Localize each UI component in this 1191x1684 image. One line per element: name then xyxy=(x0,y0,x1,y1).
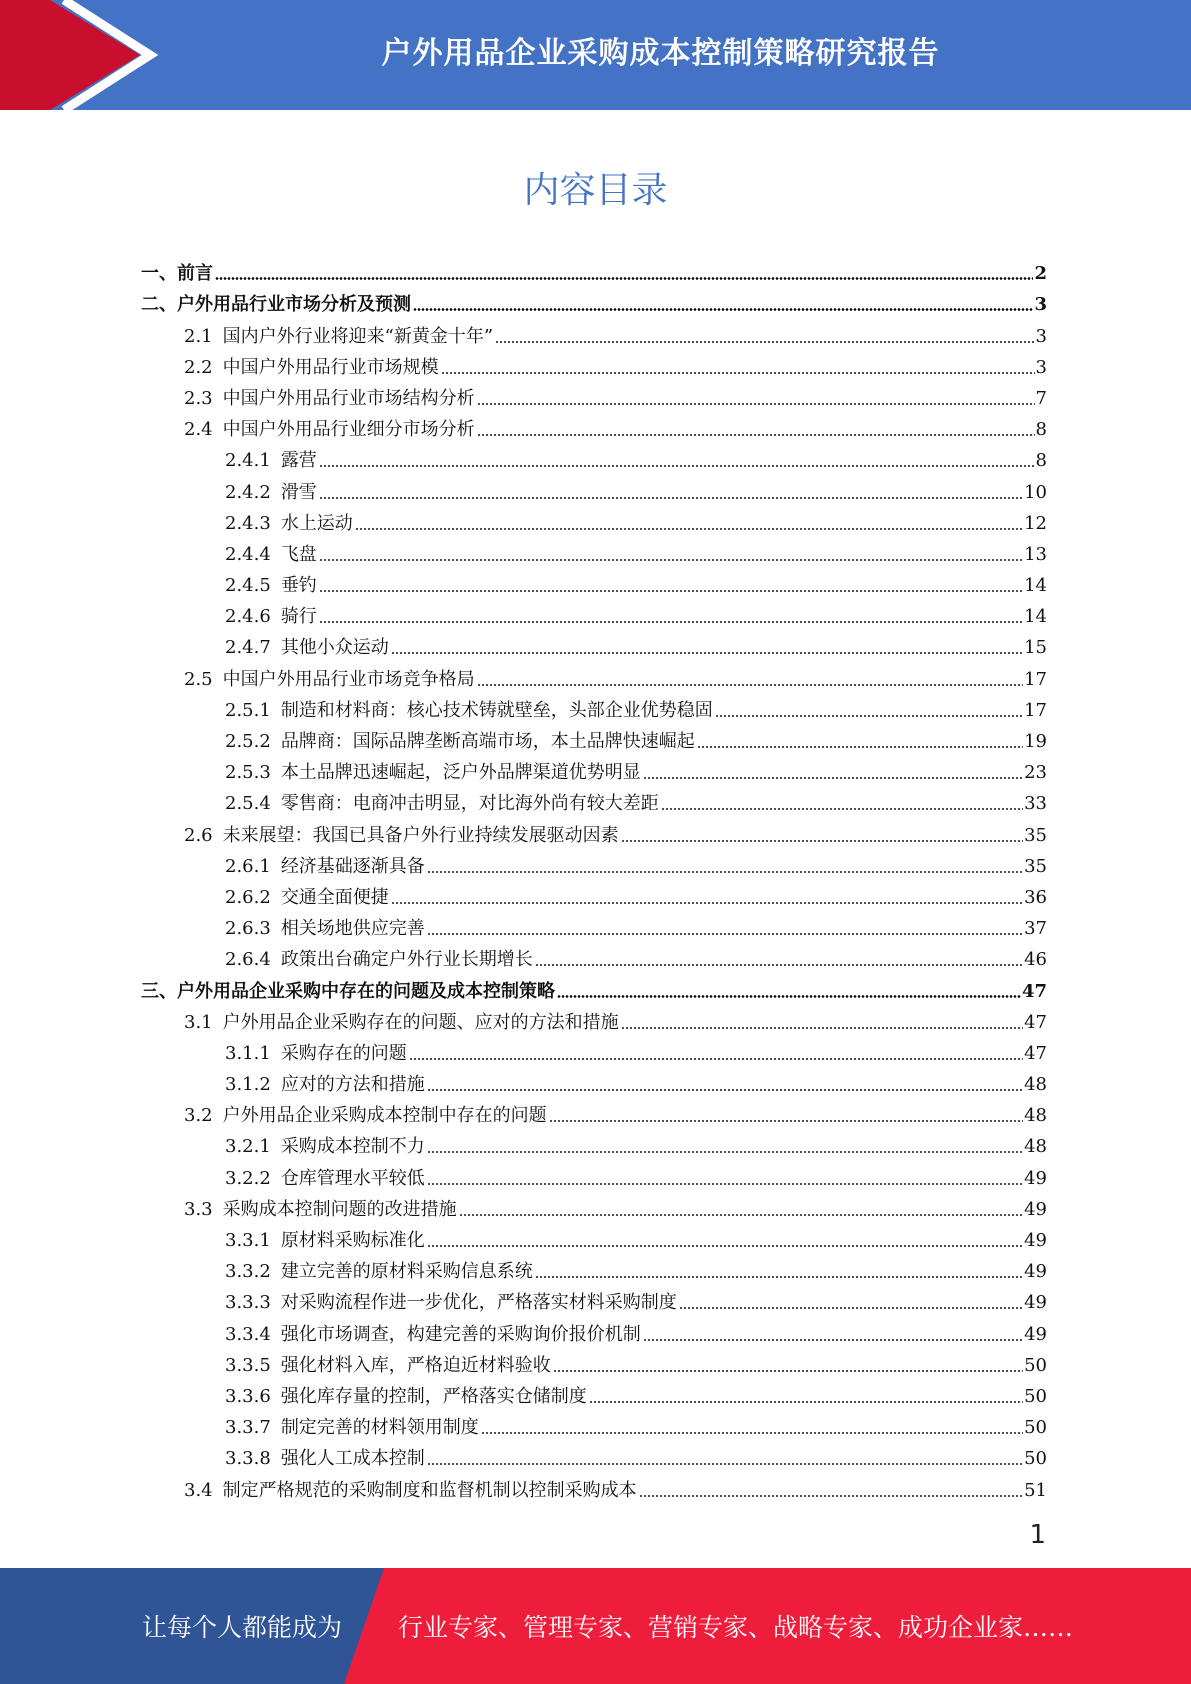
toc-entry-title: 水上运动 xyxy=(280,512,353,534)
toc-entry-title: 制造和材料商：核心技术铸就壁垒，头部企业优势稳固 xyxy=(280,699,713,721)
toc-entry-number: 3.2.2 xyxy=(225,1167,271,1189)
toc-entry-number: 2.4.6 xyxy=(225,606,271,628)
toc-entry[interactable] xyxy=(141,1127,1047,1158)
toc-entry-number: 2.4 xyxy=(184,419,213,441)
toc-entry[interactable] xyxy=(141,1252,1047,1283)
toc-dot-leader xyxy=(427,1151,1023,1153)
toc-entry-title: 中国户外用品行业市场规模 xyxy=(222,356,439,378)
toc-dot-leader xyxy=(679,1307,1023,1309)
toc-entry-title: 应对的方法和措施 xyxy=(280,1074,425,1096)
toc-entry[interactable] xyxy=(141,1439,1047,1470)
toc-entry-page: 50 xyxy=(1024,1354,1047,1376)
toc-entry-number: 2.6.3 xyxy=(225,918,271,940)
toc-entry-number: 3.4 xyxy=(184,1479,213,1501)
toc-entry[interactable] xyxy=(141,909,1047,940)
toc-entry-number: 2.4.3 xyxy=(225,512,271,534)
toc-entry-page: 8 xyxy=(1035,450,1047,472)
toc-dot-leader xyxy=(427,1463,1023,1465)
toc-dot-leader xyxy=(481,1432,1023,1434)
toc-entry-number: 二、 xyxy=(141,294,177,316)
toc-dot-leader xyxy=(441,372,1035,374)
toc-entry[interactable] xyxy=(141,1003,1047,1034)
toc-dot-leader xyxy=(697,746,1023,748)
toc-entry-title: 强化市场调查，构建完善的采购询价报价机制 xyxy=(280,1323,641,1345)
toc-entry[interactable] xyxy=(141,659,1047,690)
toc-entry[interactable] xyxy=(141,691,1047,722)
toc-dot-leader xyxy=(589,1401,1023,1403)
toc-entry-title: 制定严格规范的采购制度和监督机制以控制采购成本 xyxy=(222,1479,637,1501)
toc-dot-leader xyxy=(621,1027,1023,1029)
toc-dot-leader xyxy=(319,559,1023,561)
toc-entry[interactable] xyxy=(141,1221,1047,1252)
toc-entry-number: 2.5.4 xyxy=(225,793,271,815)
toc-entry[interactable] xyxy=(141,1377,1047,1408)
toc-entry-page: 3 xyxy=(1035,356,1047,378)
toc-entry-number: 2.6.2 xyxy=(225,886,271,908)
toc-entry-number: 2.5 xyxy=(184,668,213,690)
toc-entry-page: 49 xyxy=(1024,1292,1047,1314)
footer-slogan-right: 行业专家、管理专家、营销专家、战略专家、成功企业家…… xyxy=(398,1613,1074,1642)
toc-entry-title: 强化库存量的控制，严格落实仓储制度 xyxy=(280,1385,587,1407)
toc-entry-title: 前言 xyxy=(177,263,213,285)
toc-entry-title: 政策出台确定户外行业长期增长 xyxy=(280,949,533,971)
toc-dot-leader xyxy=(427,1245,1023,1247)
toc-entry[interactable] xyxy=(141,1283,1047,1314)
toc-dot-leader xyxy=(553,1370,1023,1372)
toc-entry[interactable] xyxy=(141,285,1047,316)
toc-entry[interactable] xyxy=(141,504,1047,535)
toc-entry-title: 垂钓 xyxy=(280,575,317,597)
toc-entry-number: 2.4.1 xyxy=(225,450,271,472)
toc-dot-leader xyxy=(557,995,1021,998)
toc-entry-title: 飞盘 xyxy=(280,543,317,565)
toc-entry[interactable] xyxy=(141,1470,1047,1501)
toc-dot-leader xyxy=(535,964,1023,966)
toc-dot-leader xyxy=(549,1120,1023,1122)
toc-entry-number: 3.3.4 xyxy=(225,1323,271,1345)
toc-entry-page: 3 xyxy=(1034,294,1047,316)
toc-entry-number: 2.3 xyxy=(184,387,213,409)
toc-entry-number: 3.1.1 xyxy=(225,1042,271,1064)
toc-entry-page: 37 xyxy=(1024,918,1047,940)
toc-entry-number: 3.3.5 xyxy=(225,1354,271,1376)
toc-entry[interactable] xyxy=(141,1346,1047,1377)
toc-entry[interactable] xyxy=(141,628,1047,659)
toc-entry-number: 3.1 xyxy=(184,1011,213,1033)
toc-dot-leader xyxy=(477,684,1023,686)
toc-entry-number: 3.3.8 xyxy=(225,1448,271,1470)
toc-entry-page: 35 xyxy=(1024,855,1047,877)
toc-entry-page: 50 xyxy=(1024,1385,1047,1407)
toc-entry-number: 3.2.1 xyxy=(225,1136,271,1158)
toc-entry-title: 中国户外用品行业市场结构分析 xyxy=(222,387,475,409)
toc-entry-title: 滑雪 xyxy=(280,481,317,503)
toc-dot-leader xyxy=(215,277,1033,280)
toc-entry[interactable] xyxy=(141,940,1047,971)
footer-slogan-left: 让每个人都能成为 xyxy=(142,1613,343,1642)
toc-entry-number: 2.6.1 xyxy=(225,855,271,877)
toc-entry-title: 对采购流程作进一步优化，严格落实材料采购制度 xyxy=(280,1292,677,1314)
toc-entry-number: 3.3.1 xyxy=(225,1230,271,1251)
toc-dot-leader xyxy=(319,497,1023,499)
toc-entry[interactable] xyxy=(141,597,1047,628)
toc-entry[interactable] xyxy=(141,1190,1047,1221)
toc-entry[interactable] xyxy=(141,1314,1047,1345)
toc-entry-title: 仓库管理水平较低 xyxy=(280,1167,425,1189)
toc-dot-leader xyxy=(319,465,1035,467)
toc-entry-title: 其他小众运动 xyxy=(280,637,389,659)
toc-entry-title: 采购成本控制问题的改进措施 xyxy=(222,1198,457,1220)
toc-entry-title: 采购存在的问题 xyxy=(280,1042,407,1064)
toc-entry[interactable] xyxy=(141,1065,1047,1096)
toc-dot-leader xyxy=(477,403,1035,405)
toc-entry-title: 户外用品企业采购成本控制中存在的问题 xyxy=(222,1105,547,1127)
toc-dot-leader xyxy=(427,1089,1023,1091)
toc-entry-title: 经济基础逐渐具备 xyxy=(280,855,425,877)
toc-entry-number: 三、 xyxy=(141,980,177,1002)
toc-entry[interactable] xyxy=(141,1034,1047,1065)
toc-entry-page: 14 xyxy=(1024,575,1047,597)
toc-entry[interactable] xyxy=(141,472,1047,503)
toc-entry-number: 2.1 xyxy=(184,325,213,347)
toc-entry-number: 3.1.2 xyxy=(225,1074,271,1096)
toc-entry-number: 3.3.6 xyxy=(225,1385,271,1407)
toc-dot-leader xyxy=(639,1495,1023,1497)
toc-heading: 内容目录 xyxy=(523,170,668,211)
toc-entry[interactable] xyxy=(141,1096,1047,1127)
toc-dot-leader xyxy=(535,1276,1023,1278)
toc-entry-number: 2.6.4 xyxy=(225,949,271,971)
toc-entry-page: 33 xyxy=(1024,793,1047,815)
toc-entry-page: 46 xyxy=(1024,949,1047,971)
toc-entry-title: 未来展望：我国已具备户外行业持续发展驱动因素 xyxy=(222,824,619,846)
toc-entry[interactable] xyxy=(141,815,1047,846)
toc-entry-page: 49 xyxy=(1024,1323,1047,1345)
toc-entry[interactable] xyxy=(141,441,1047,472)
toc-entry[interactable] xyxy=(141,254,1047,285)
toc-dot-leader xyxy=(427,1183,1023,1185)
toc-entry-title: 户外用品行业市场分析及预测 xyxy=(177,294,411,316)
toc-entry[interactable] xyxy=(141,410,1047,441)
toc-entry-page: 50 xyxy=(1024,1448,1047,1470)
toc-entry-number: 2.5.1 xyxy=(225,699,271,721)
toc-entry-page: 8 xyxy=(1035,419,1047,441)
toc-entry-title: 原材料采购标准化 xyxy=(280,1230,425,1251)
toc-entry-page: 49 xyxy=(1024,1198,1047,1220)
toc-entry[interactable] xyxy=(141,566,1047,597)
toc-entry-number: 2.4.4 xyxy=(225,543,271,565)
toc-entry-page: 48 xyxy=(1024,1136,1047,1158)
toc-entry[interactable] xyxy=(141,753,1047,784)
toc-entry-title: 中国户外用品行业市场竞争格局 xyxy=(222,668,475,690)
toc-entry-number: 3.3.2 xyxy=(225,1261,271,1283)
toc-entry-page: 3 xyxy=(1035,325,1047,347)
toc-dot-leader xyxy=(643,1339,1023,1341)
toc-entry[interactable] xyxy=(141,316,1047,347)
toc-dot-leader xyxy=(319,590,1023,592)
toc-entry-title: 建立完善的原材料采购信息系统 xyxy=(280,1261,533,1283)
toc-entry-number: 2.6 xyxy=(184,824,213,846)
toc-entry-number: 3.2 xyxy=(184,1105,213,1127)
toc-entry-title: 强化材料入库，严格迫近材料验收 xyxy=(280,1354,551,1376)
toc-entry-page: 47 xyxy=(1024,1042,1047,1064)
toc-entry-page: 13 xyxy=(1024,543,1047,565)
toc-entry-page: 36 xyxy=(1024,886,1047,908)
toc-entry[interactable] xyxy=(141,847,1047,878)
toc-entry-page: 10 xyxy=(1024,481,1047,503)
toc-entry-page: 14 xyxy=(1024,606,1047,628)
toc-entry-title: 采购成本控制不力 xyxy=(280,1136,425,1158)
toc-dot-leader xyxy=(427,933,1023,935)
toc-entry-number: 3.3 xyxy=(184,1198,213,1220)
toc-dot-leader xyxy=(355,528,1023,530)
toc-entry-title: 骑行 xyxy=(280,606,317,628)
toc-dot-leader xyxy=(661,808,1023,810)
toc-dot-leader xyxy=(319,621,1023,623)
toc-entry-page: 17 xyxy=(1024,668,1047,690)
toc-entry-page: 17 xyxy=(1024,699,1047,721)
toc-entry-page: 49 xyxy=(1024,1261,1047,1283)
page-header xyxy=(0,0,1191,110)
toc-entry[interactable] xyxy=(141,348,1047,379)
toc-entry-page: 2 xyxy=(1034,263,1047,285)
toc-entry[interactable] xyxy=(141,878,1047,909)
toc-entry-title: 国内户外行业将迎来“新黄金十年” xyxy=(222,325,494,347)
toc-dot-leader xyxy=(495,341,1035,343)
toc-entry-title: 制定完善的材料领用制度 xyxy=(280,1417,479,1439)
toc-dot-leader xyxy=(413,308,1033,311)
page-footer xyxy=(0,1568,1191,1684)
toc-entry-title: 户外用品企业采购存在的问题、应对的方法和措施 xyxy=(222,1011,619,1033)
toc-entry-page: 48 xyxy=(1024,1105,1047,1127)
toc-dot-leader xyxy=(715,715,1023,717)
toc-entry-page: 49 xyxy=(1024,1167,1047,1189)
toc-entry-number: 2.5.3 xyxy=(225,762,271,784)
table-of-contents xyxy=(141,254,1047,1502)
toc-dot-leader xyxy=(643,777,1023,779)
toc-entry-number: 2.4.7 xyxy=(225,637,271,659)
toc-entry-title: 品牌商：国际品牌垄断高端市场，本土品牌快速崛起 xyxy=(280,731,695,752)
toc-entry-page: 23 xyxy=(1024,762,1047,784)
toc-entry-page: 50 xyxy=(1024,1417,1047,1439)
toc-dot-leader xyxy=(391,902,1023,904)
toc-entry-title: 相关场地供应完善 xyxy=(280,918,425,940)
toc-entry-page: 7 xyxy=(1035,387,1047,409)
toc-entry-number: 2.4.2 xyxy=(225,481,271,503)
toc-entry[interactable] xyxy=(141,722,1047,753)
toc-entry-title: 本土品牌迅速崛起，泛户外品牌渠道优势明显 xyxy=(280,762,641,784)
toc-entry-page: 15 xyxy=(1024,637,1047,659)
toc-dot-leader xyxy=(621,840,1023,842)
report-title: 户外用品企业采购成本控制策略研究报告 xyxy=(381,36,940,71)
toc-entry-title: 户外用品企业采购中存在的问题及成本控制策略 xyxy=(177,980,555,1002)
toc-entry-page: 51 xyxy=(1024,1479,1047,1501)
toc-entry-page: 49 xyxy=(1024,1230,1047,1251)
toc-entry[interactable] xyxy=(141,971,1047,1002)
toc-entry[interactable] xyxy=(141,1158,1047,1189)
toc-entry-title: 零售商：电商冲击明显，对比海外尚有较大差距 xyxy=(280,793,659,815)
toc-dot-leader xyxy=(427,871,1023,873)
page-number: 1 xyxy=(1029,1520,1046,1550)
toc-entry-number: 3.3.7 xyxy=(225,1417,271,1439)
toc-entry[interactable] xyxy=(141,535,1047,566)
toc-entry-title: 交通全面便捷 xyxy=(280,886,389,908)
toc-entry-page: 48 xyxy=(1024,1074,1047,1096)
toc-entry-page: 47 xyxy=(1024,1011,1047,1033)
toc-entry-title: 中国户外用品行业细分市场分析 xyxy=(222,419,475,441)
toc-entry-number: 2.4.5 xyxy=(225,575,271,597)
toc-entry-number: 2.2 xyxy=(184,356,213,378)
toc-entry-page: 19 xyxy=(1024,731,1047,752)
toc-dot-leader xyxy=(459,1214,1023,1216)
toc-dot-leader xyxy=(477,434,1035,436)
toc-entry-number: 2.5.2 xyxy=(225,731,271,752)
toc-entry-page: 12 xyxy=(1024,512,1047,534)
toc-dot-leader xyxy=(391,652,1023,654)
toc-entry-title: 强化人工成本控制 xyxy=(280,1448,425,1470)
toc-entry-page: 47 xyxy=(1021,980,1047,1002)
toc-entry[interactable] xyxy=(141,784,1047,815)
toc-entry-number: 3.3.3 xyxy=(225,1292,271,1314)
toc-entry-number: 一、 xyxy=(141,263,177,285)
toc-entry-page: 35 xyxy=(1024,824,1047,846)
toc-dot-leader xyxy=(409,1058,1023,1060)
toc-entry[interactable] xyxy=(141,379,1047,410)
toc-entry[interactable] xyxy=(141,1408,1047,1439)
toc-entry-title: 露营 xyxy=(280,450,317,472)
